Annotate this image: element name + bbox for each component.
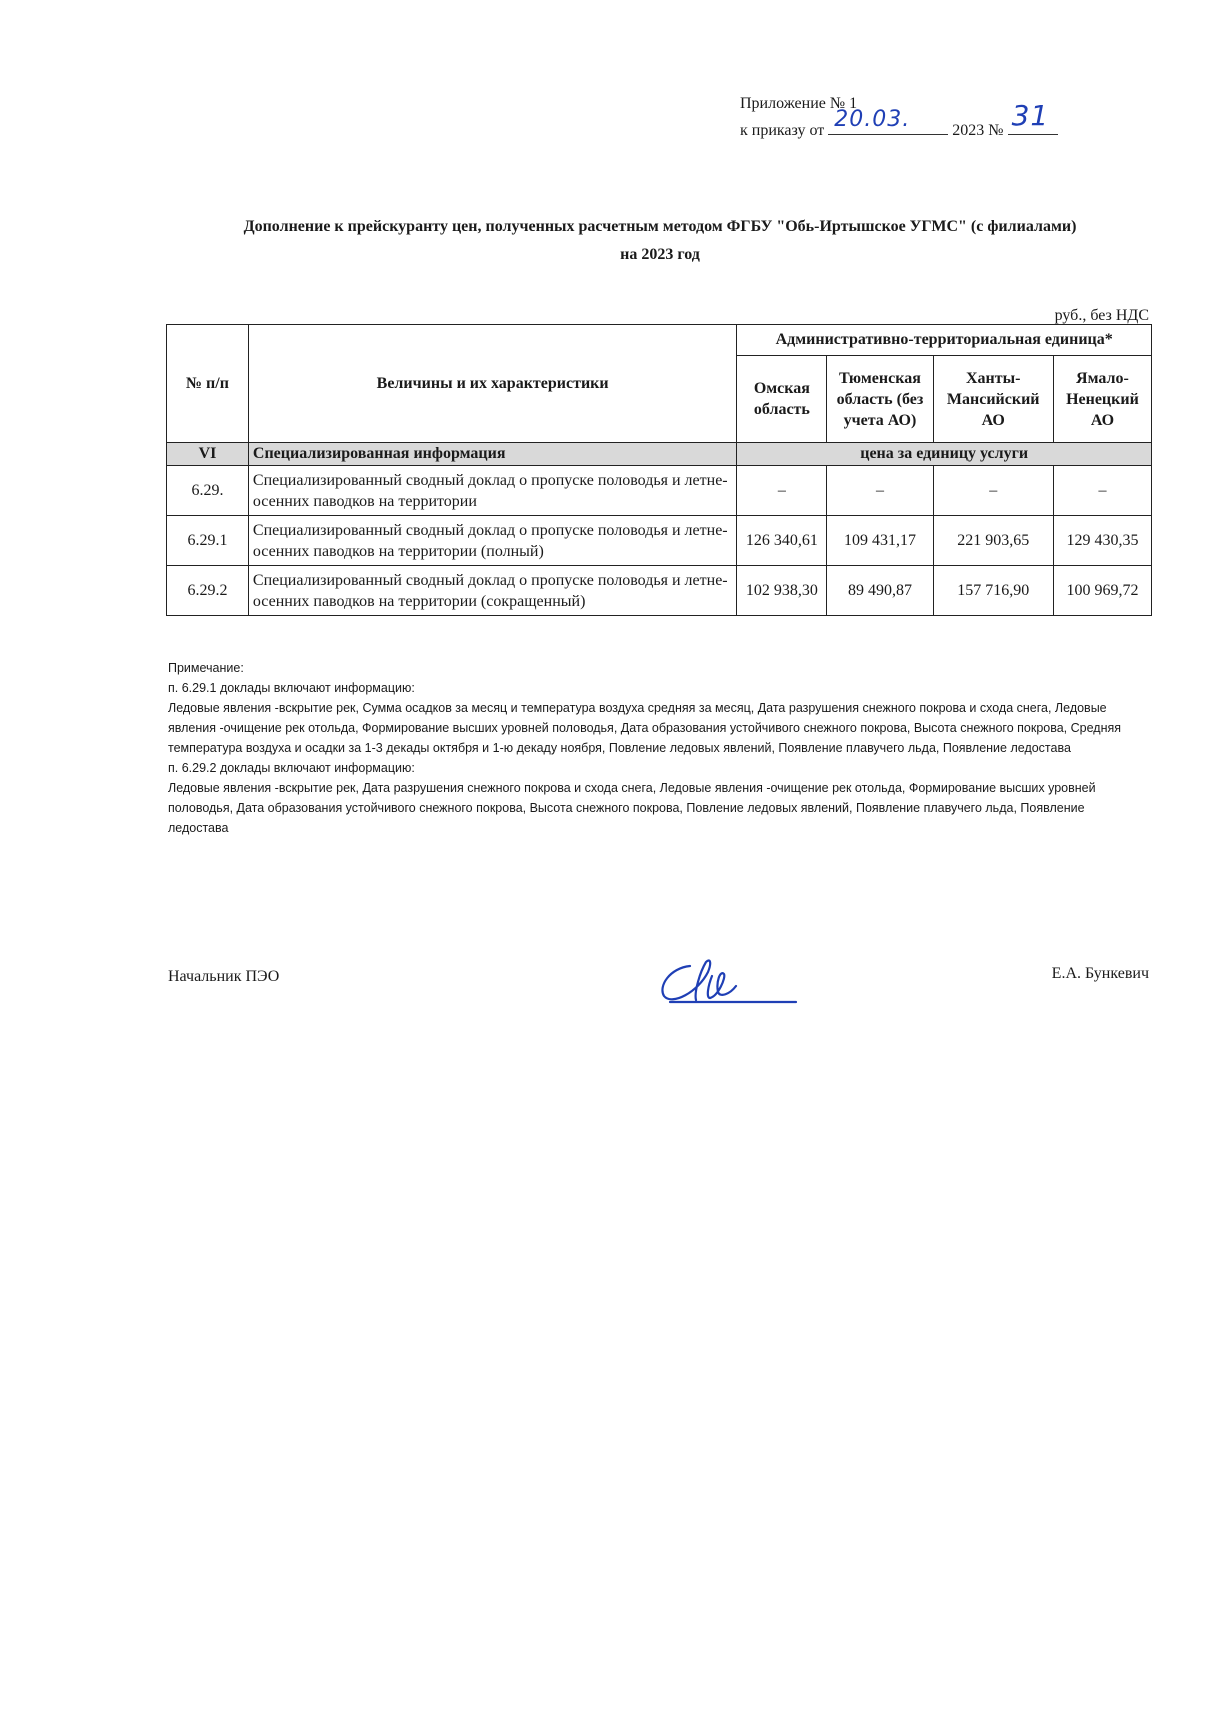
row-value: – (933, 466, 1053, 516)
row-value: – (1053, 466, 1151, 516)
row-name: Специализированный сводный доклад о пропуске половодья и летне-осенних паводков на территории (248, 466, 736, 516)
note-2-body: Ледовые явления -вскрытие рек, Дата разрушения снежного покрова и схода снега, Ледовые явления -очищение рек отольда, Формирование высших уровней половодья, Дата образования устойчивого снежного покрова, Высота снежного покрова, Повление ледовых явлений, Появление плавучего льда, Появление ледостава (168, 781, 1096, 835)
row-value: 100 969,72 (1053, 566, 1151, 616)
notes-heading: Примечание: (168, 661, 244, 675)
appendix-title: Приложение № 1 (740, 95, 858, 112)
section-name: Специализированная информация (248, 443, 736, 466)
row-value: 129 430,35 (1053, 516, 1151, 566)
header-region-group: Административно-территориальная единица* (737, 325, 1152, 356)
signatory-position: Начальник ПЭО (168, 968, 280, 985)
header-num: № п/п (167, 325, 249, 443)
section-row (167, 443, 1152, 466)
title-line-2: на 2023 год (620, 246, 700, 263)
row-value: – (737, 466, 827, 516)
header-region-khmao: Ханты-Мансийский АО (933, 356, 1053, 443)
row-value: 102 938,30 (737, 566, 827, 616)
order-year: 2023 № (952, 122, 1004, 139)
note-2-title: п. 6.29.2 доклады включают информацию: (168, 761, 415, 775)
row-name: Специализированный сводный доклад о пропуске половодья и летне-осенних паводков на территории (полный) (248, 516, 736, 566)
section-num: VI (167, 443, 249, 466)
title-line-1: Дополнение к прейскуранту цен, полученных расчетным методом ФГБУ "Обь-Иртышское УГМС" (с филиалами) (243, 218, 1077, 235)
row-num: 6.29.1 (167, 516, 249, 566)
order-number-field (1008, 99, 1058, 135)
currency-note: руб., без НДС (1054, 307, 1149, 324)
row-num: 6.29.2 (167, 566, 249, 616)
note-1-title: п. 6.29.1 доклады включают информацию: (168, 681, 415, 695)
order-prefix: к приказу от (740, 122, 825, 139)
document-title (170, 213, 1150, 269)
row-value: 157 716,90 (933, 566, 1053, 616)
appendix-block (740, 92, 1058, 143)
row-num: 6.29. (167, 466, 249, 516)
header-region-omsk: Омская область (737, 356, 827, 443)
row-value: 109 431,17 (827, 516, 933, 566)
table-row (167, 466, 1152, 516)
signatory-name: Е.А. Бункевич (1051, 965, 1149, 982)
notes-block (168, 658, 1138, 838)
row-name: Специализированный сводный доклад о пропуске половодья и летне-осенних паводков на территории (сокращенный) (248, 566, 736, 616)
row-value: 221 903,65 (933, 516, 1053, 566)
handwritten-signature (650, 948, 800, 1008)
table-row (167, 516, 1152, 566)
row-value: – (827, 466, 933, 516)
table-header-row-1 (167, 325, 1152, 356)
note-1-body: Ледовые явления -вскрытие рек, Сумма осадков за месяц и температура воздуха средняя за месяц, Дата разрушения снежного покрова и схода снега, Ледовые явления -очищение рек отольда, Формирование высших уровней половодья, Дата образования устойчивого снежного покрова, Высота снежного покрова, Средняя температура воздуха и осадки за 1-3 декады октября и 1-ю декаду ноября, Повление ледовых явлений, Появление плавучего льда, Появление ледостава (168, 701, 1122, 755)
header-region-tyumen: Тюменская область (без учета АО) (827, 356, 933, 443)
order-date-field (828, 107, 948, 135)
row-value: 126 340,61 (737, 516, 827, 566)
header-region-yanao: Ямало-Ненецкий АО (1053, 356, 1151, 443)
header-name: Величины и их характеристики (248, 325, 736, 443)
section-price-label: цена за единицу услуги (737, 443, 1152, 466)
order-date-handwritten: 20.03. (834, 107, 911, 132)
price-table (166, 324, 1152, 616)
order-number-handwritten: 31 (1011, 99, 1050, 132)
table-row (167, 566, 1152, 616)
row-value: 89 490,87 (827, 566, 933, 616)
